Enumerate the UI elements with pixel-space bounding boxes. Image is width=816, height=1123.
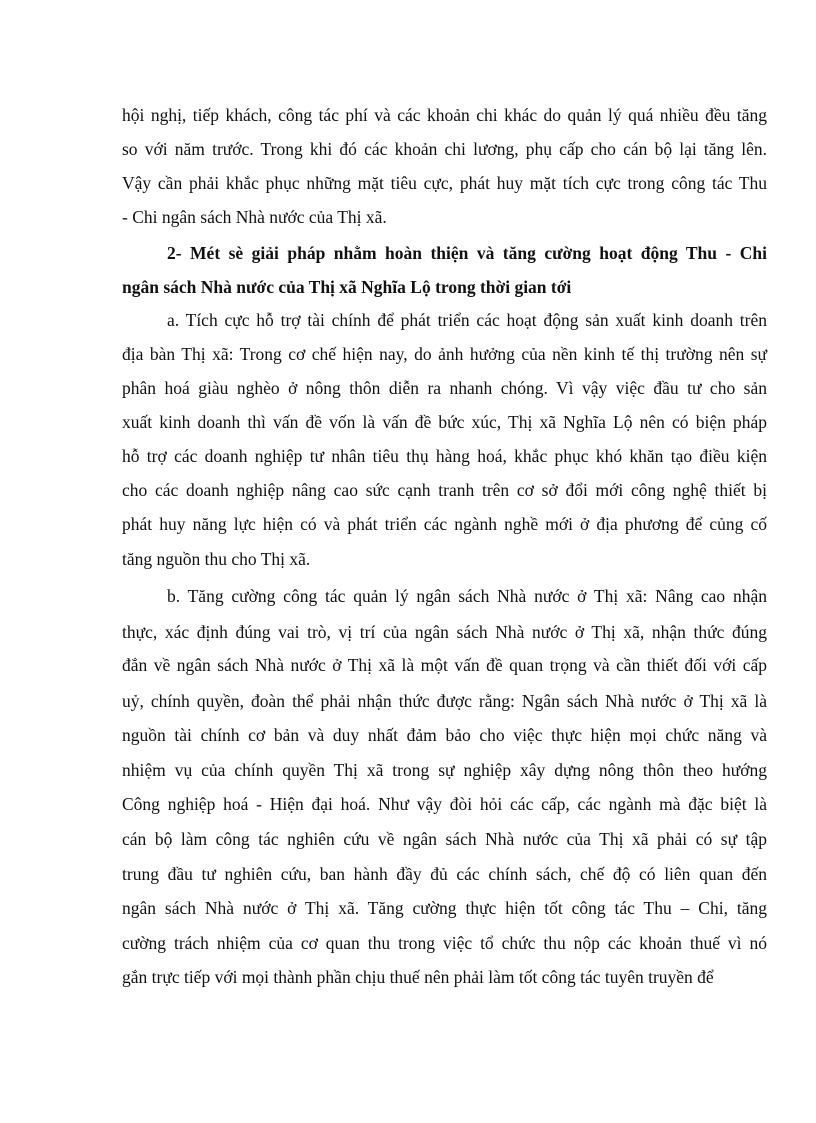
text-line: cường trách nhiệm của cơ quan thu trong việc tổ chức thu nộp các khoản thuế vì nó xyxy=(122,933,767,953)
heading-line: 2- Mét sè giải pháp nhằm hoàn thiện và tăng cường hoạt động Thu - Chi xyxy=(167,243,767,263)
text-line: Vậy cần phải khắc phục những mặt tiêu cực, phát huy mặt tích cực trong công tác Thu xyxy=(122,173,767,193)
text-line: xuất kinh doanh thì vấn đề vốn là vấn đề bức xúc, Thị xã Nghĩa Lộ nên có biện pháp xyxy=(122,412,767,432)
text-line: hội nghị, tiếp khách, công tác phí và các khoản chi khác do quản lý quá nhiều đều tăng xyxy=(122,105,767,125)
text-line: so với năm trước. Trong khi đó các khoản chi lương, phụ cấp cho cán bộ lại tăng lên. xyxy=(122,139,767,159)
text-line: nhiệm vụ của chính quyền Thị xã trong sự nghiệp xây dựng nông thôn theo hướng xyxy=(122,760,767,780)
text-line: b. Tăng cường công tác quản lý ngân sách Nhà nước ở Thị xã: Nâng cao nhận xyxy=(167,586,767,606)
text-line: tăng nguồn thu cho Thị xã. xyxy=(122,549,311,569)
text-line: Công nghiệp hoá - Hiện đại hoá. Như vậy đòi hỏi các cấp, các ngành mà đặc biệt là xyxy=(122,794,767,814)
text-line: uỷ, chính quyền, đoàn thể phải nhận thức được rằng: Ngân sách Nhà nước ở Thị xã là xyxy=(122,691,767,711)
text-line: phân hoá giàu nghèo ở nông thôn diễn ra nhanh chóng. Vì vậy việc đầu tư cho sản xyxy=(122,378,767,398)
text-line: hỗ trợ các doanh nghiệp tư nhân tiêu thụ hàng hoá, khắc phục khó khăn tạo điều kiện xyxy=(122,446,767,466)
text-line: đắn về ngân sách Nhà nước ở Thị xã là một vấn đề quan trọng và cần thiết đối với cấp xyxy=(122,655,767,675)
text-line: cho các doanh nghiệp nâng cao sức cạnh tranh trên cơ sở đổi mới công nghệ thiết bị xyxy=(122,480,767,500)
heading-line: ngân sách Nhà nước của Thị xã Nghĩa Lộ trong thời gian tới xyxy=(122,277,572,297)
text-line: thực, xác định đúng vai trò, vị trí của ngân sách Nhà nước ở Thị xã, nhận thức đúng xyxy=(122,622,767,642)
text-line: địa bàn Thị xã: Trong cơ chế hiện nay, do ảnh hưởng của nền kinh tế thị trường nên sự xyxy=(122,344,767,364)
text-line: trung đầu tư nghiên cứu, ban hành đầy đủ các chính sách, chế độ có liên quan đến xyxy=(122,864,767,884)
text-line: - Chi ngân sách Nhà nước của Thị xã. xyxy=(122,207,387,227)
text-line: cán bộ làm công tác nghiên cứu về ngân sách Nhà nước của Thị xã phải có sự tập xyxy=(122,829,767,849)
text-line: nguồn tài chính cơ bản và duy nhất đảm bảo cho việc thực hiện mọi chức năng và xyxy=(122,725,767,745)
text-line: phát huy năng lực hiện có và phát triển các ngành nghề mới ở địa phương để củng cố xyxy=(122,514,767,534)
text-line: a. Tích cực hỗ trợ tài chính để phát triển các hoạt động sản xuất kinh doanh trên xyxy=(167,310,767,330)
text-line: gắn trực tiếp với mọi thành phần chịu thuế nên phải làm tốt công tác tuyên truyền để xyxy=(122,967,714,987)
text-line: ngân sách Nhà nước ở Thị xã. Tăng cường thực hiện tốt công tác Thu – Chi, tăng xyxy=(122,898,767,918)
